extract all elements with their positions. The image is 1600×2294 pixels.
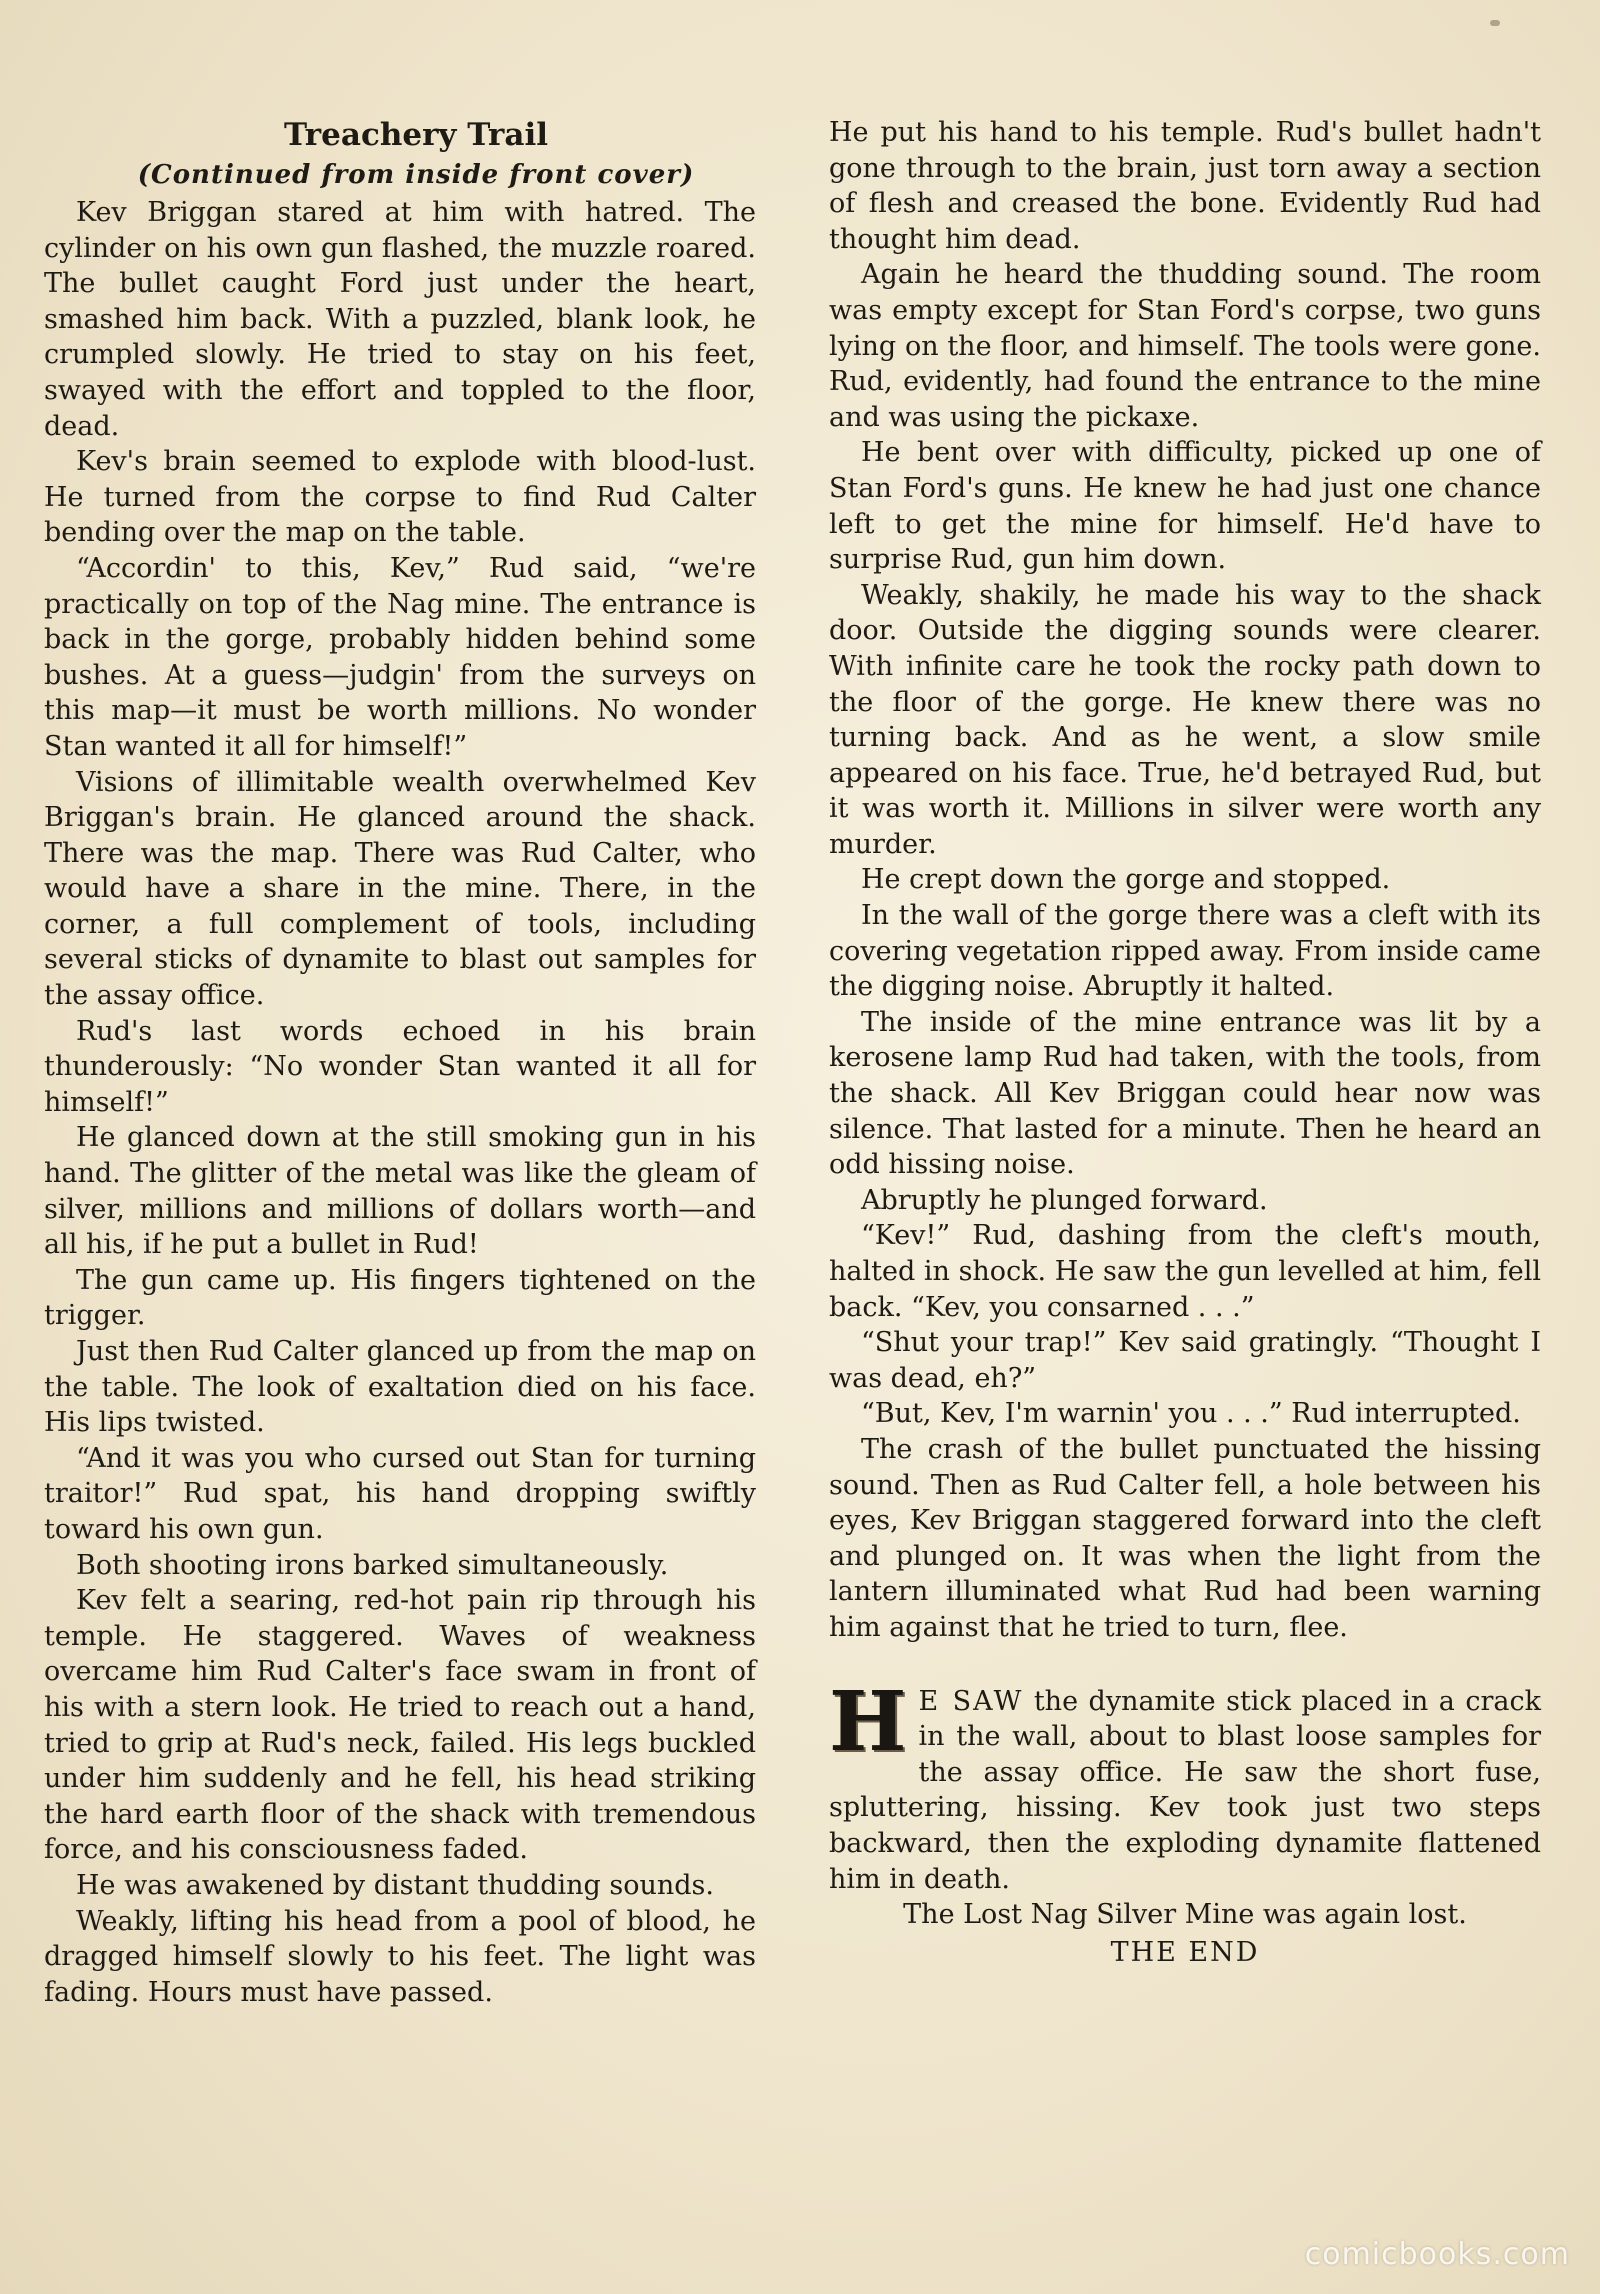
paragraph: Kev's brain seemed to explode with blood-lust. He turned from the corpse to find Rud Calter bending over the map on the table. (44, 446, 756, 549)
paragraph: Kev felt a searing, red-hot pain rip through his temple. He staggered. Waves of weakness overcame him Rud Calter's face swam in front of his with a stern look. He tried to reach out a hand, tried to grip at Rud's neck, failed. His legs buckled under him suddenly and he fell, his head striking the hard earth floor of the shack with tremendous force, and his consciousness faded. (44, 1585, 756, 1866)
left-column (44, 115, 756, 2010)
paragraph: “Kev!” Rud, dashing from the cleft's mouth, halted in shock. He saw the gun levelled at him, fell back. “Kev, you consarned . . .” (829, 1220, 1541, 1323)
paragraph: He put his hand to his temple. Rud's bullet hadn't gone through to the brain, just torn away a section of flesh and creased the bone. Evidently Rud had thought him dead. (829, 117, 1541, 255)
the-end: THE END (1110, 1936, 1260, 1968)
paragraph: Weakly, shakily, he made his way to the shack door. Outside the digging sounds were clearer. With infinite care he took the rocky path down to the floor of the gorge. He knew there was no turning back. And as he went, a slow smile appeared on his face. True, he'd betrayed Rud, but it was worth it. Millions in silver were worth any murder. (829, 579, 1541, 860)
right-column (829, 115, 1541, 1970)
closing-line: The Lost Nag Silver Mine was again lost. (903, 1899, 1467, 1931)
story-subtitle: (Continued from inside front cover) (137, 160, 695, 190)
paragraph: Just then Rud Calter glanced up from the map on the table. The look of exaltation died on his face. His lips twisted. (44, 1336, 756, 1439)
paragraph: Again he heard the thudding sound. The room was empty except for Stan Ford's corpse, two guns lying on the floor, and himself. The tools were gone. Rud, evidently, had found the entrance to the mine and was using the pickaxe. (829, 259, 1541, 433)
paragraph: “And it was you who cursed out Stan for turning traitor!” Rud spat, his hand dropping swiftly toward his own gun. (44, 1442, 756, 1545)
final-paragraph (829, 1673, 1541, 1898)
final-text: the dynamite stick placed in a crack in the wall, about to blast loose samples for the assay office. He saw the short fuse, spluttering, hissing. Kev took just two steps backward, then the exploding dynamite flattened him in death. (829, 1685, 1541, 1895)
paragraph: Rud's last words echoed in his brain thunderously: “No wonder Stan wanted it all for himself!” (44, 1015, 756, 1118)
drop-cap: H (829, 1673, 907, 1770)
paragraph: The crash of the bullet punctuated the hissing sound. Then as Rud Calter fell, a hole between his eyes, Kev Briggan staggered forward into the cleft and plunged on. It was when the light from the lantern illuminated what Rud had been warning him against that he tried to turn, flee. (829, 1433, 1541, 1643)
paragraph: The inside of the mine entrance was lit by a kerosene lamp Rud had taken, with the tools, from the shack. All Kev Briggan could hear now was silence. That lasted for a minute. Then he heard an odd hissing noise. (829, 1006, 1541, 1181)
paragraph: Visions of illimitable wealth overwhelmed Kev Briggan's brain. He glanced around the shack. There was the map. There was Rud Calter, who would have a share in the mine. There, in the corner, a full complement of tools, including several sticks of dynamite to blast out samples for the assay office. (44, 766, 756, 1012)
paragraph: He glanced down at the still smoking gun in his hand. The glitter of the metal was like the gleam of silver, millions and millions of dollars worth—and all his, if he put a bullet in Rud! (44, 1122, 756, 1261)
paragraph: The gun came up. His fingers tightened on the trigger. (44, 1264, 756, 1332)
page-corner-mark (1490, 20, 1500, 26)
paragraph: He crept down the gorge and stopped. (861, 864, 1391, 896)
lead-in: E SAW (918, 1685, 1024, 1717)
paragraph: He was awakened by distant thudding sounds. (76, 1869, 714, 1901)
paragraph: “But, Kev, I'm warnin' you . . .” Rud interrupted. (861, 1398, 1521, 1430)
paragraph: Kev Briggan stared at him with hatred. The cylinder on his own gun flashed, the muzzle roared. The bullet caught Ford just under the heart, smashed him back. With a puzzled, blank look, he crumpled slowly. He tried to stay on his feet, swayed with the effort and toppled to the floor, dead. (44, 197, 756, 442)
paragraph: “Accordin' to this, Kev,” Rud said, “we're practically on top of the Nag mine. The entrance is back in the gorge, probably hidden behind some bushes. At a guess—judgin' from the surveys on this map—it must be worth millions. No wonder Stan wanted it all for himself!” (44, 552, 756, 762)
paragraph: “Shut your trap!” Kev said gratingly. “Thought I was dead, eh?” (829, 1327, 1541, 1394)
paragraph: In the wall of the gorge there was a cleft with its covering vegetation ripped away. From inside came the digging noise. Abruptly it halted. (829, 900, 1541, 1003)
paragraph: He bent over with difficulty, picked up one of Stan Ford's guns. He knew he had just one chance left to get the mine for himself. He'd have to surprise Rud, gun him down. (829, 437, 1541, 576)
paragraph: Both shooting irons barked simultaneously. (76, 1549, 669, 1581)
paragraph: Abruptly he plunged forward. (861, 1184, 1268, 1216)
paragraph: Weakly, lifting his head from a pool of blood, he dragged himself slowly to his feet. The light was fading. Hours must have passed. (44, 1905, 756, 2008)
story-title: Treachery Trail (283, 117, 548, 153)
watermark-logo: comicbooks.com (1304, 2237, 1570, 2272)
